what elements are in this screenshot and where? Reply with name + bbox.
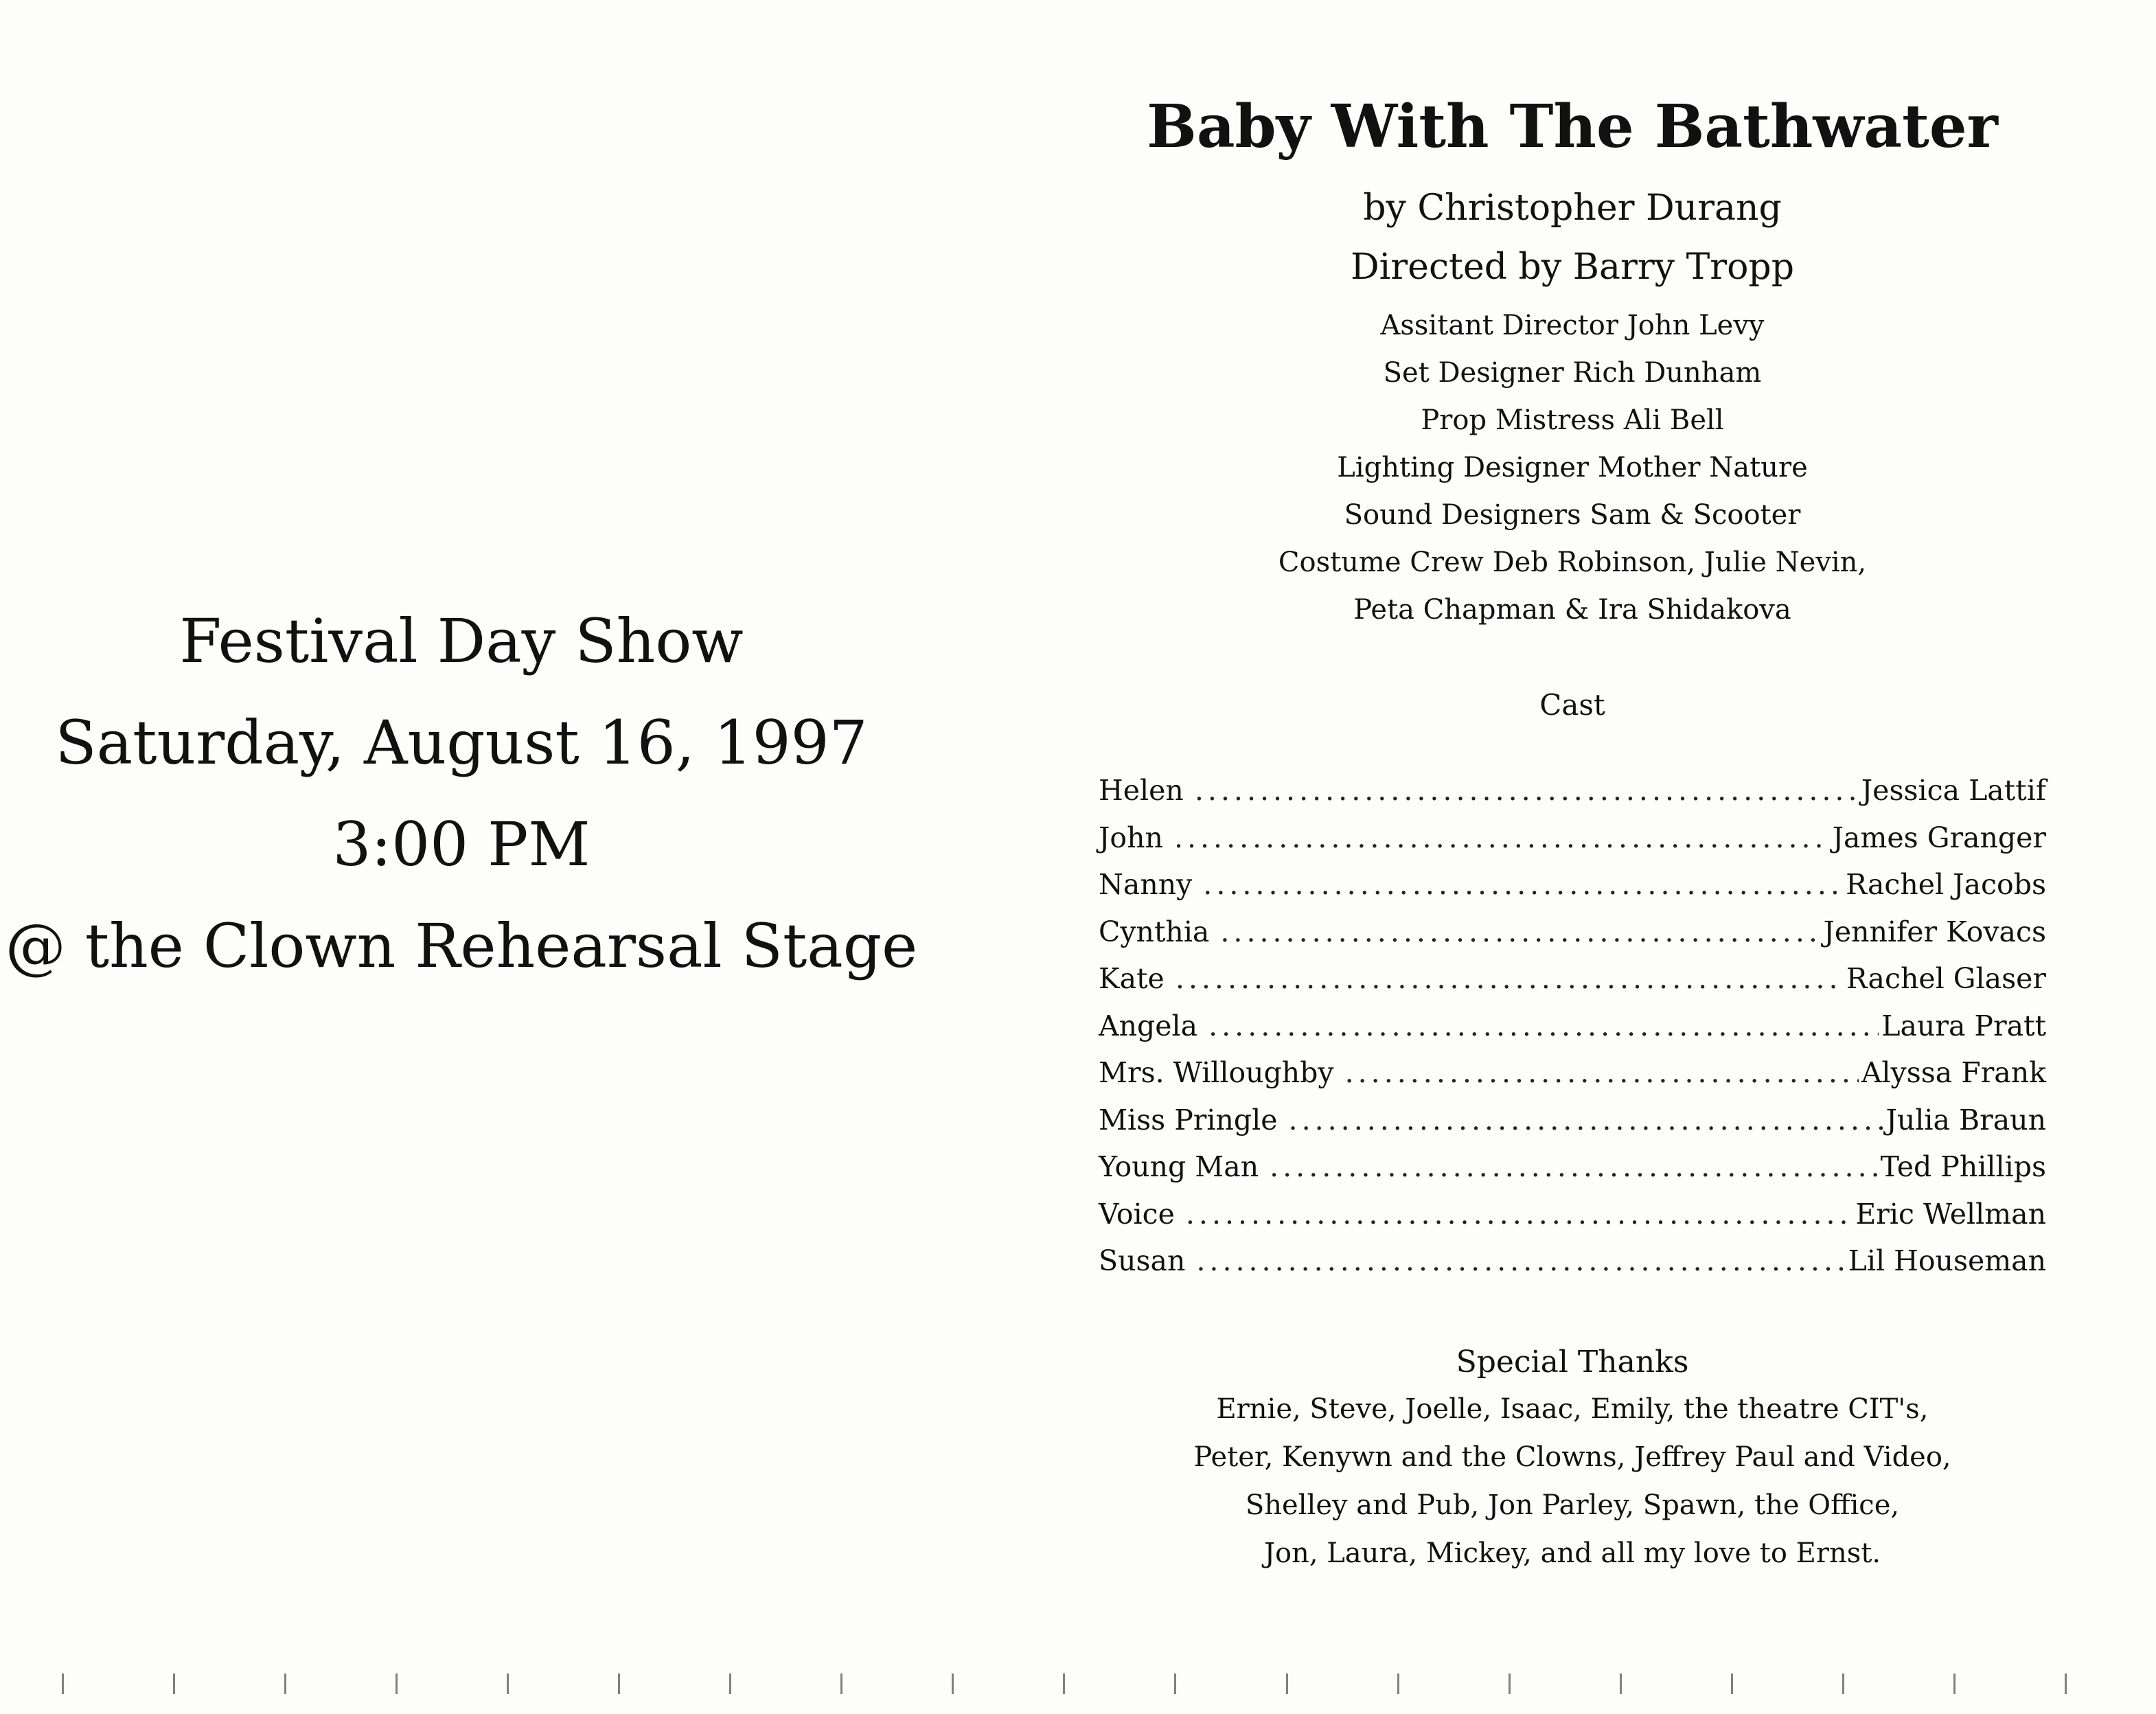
- cast-role: Kate: [1099, 962, 1165, 995]
- cast-role: Cynthia: [1099, 915, 1210, 948]
- cast-row: [1099, 1049, 2046, 1097]
- play-title: Baby With The Bathwater: [1147, 92, 1998, 161]
- perforation-mark: [1620, 1673, 1622, 1694]
- cast-row: [1099, 814, 2046, 862]
- thanks-line: Jon, Laura, Mickey, and all my love to Ernst.: [1263, 1537, 1881, 1569]
- dot-leader: [1289, 1097, 1883, 1144]
- dot-leader: [1195, 767, 1859, 814]
- perforation-mark: [952, 1673, 954, 1694]
- thanks-line: Peter, Kenywn and the Clowns, Jeffrey Paul and Video,: [1193, 1441, 1951, 1473]
- crew-line: Lighting Designer Mother Nature: [1337, 452, 1808, 483]
- cast-role: Susan: [1099, 1244, 1186, 1277]
- dot-leader: [1220, 909, 1820, 956]
- show-date: Saturday, August 16, 1997: [55, 707, 868, 778]
- cast-row: [1099, 1191, 2046, 1238]
- cast-heading: Cast: [1539, 688, 1605, 722]
- crew-line: Costume Crew Deb Robinson, Julie Nevin,: [1278, 547, 1867, 578]
- cast-row: [1099, 955, 2046, 1003]
- cast-row: [1099, 1003, 2046, 1050]
- cast-role: Miss Pringle: [1099, 1103, 1278, 1136]
- perforation-mark: [1731, 1673, 1733, 1694]
- show-name: Festival Day Show: [179, 606, 744, 676]
- cast-role: Voice: [1099, 1197, 1175, 1231]
- dot-leader: [1196, 1237, 1845, 1285]
- perforation-mark: [395, 1673, 398, 1694]
- perforation-mark: [1397, 1673, 1399, 1694]
- special-thanks-heading: Special Thanks: [1456, 1344, 1689, 1380]
- cast-actor: Rachel Jacobs: [1846, 868, 2046, 901]
- cast-actor: Rachel Glaser: [1846, 962, 2046, 995]
- perforation-mark: [1842, 1673, 1844, 1694]
- perforation-mark: [729, 1673, 731, 1694]
- cast-actor: Alyssa Frank: [1861, 1056, 2046, 1089]
- perforation-mark: [840, 1673, 842, 1694]
- perforation-mark: [1953, 1673, 1956, 1694]
- crew-line: Sound Designers Sam & Scooter: [1344, 499, 1801, 531]
- perforation-mark: [1174, 1673, 1176, 1694]
- cast-actor: Eric Wellman: [1855, 1197, 2046, 1231]
- cast-row: [1099, 1143, 2046, 1191]
- perforation-mark: [2065, 1673, 2067, 1694]
- special-thanks-list: [1099, 1385, 2046, 1577]
- dot-leader: [1203, 861, 1843, 909]
- playwright: by Christopher Durang: [1363, 187, 1782, 229]
- crew-list: [1099, 302, 2046, 634]
- crew-line: Set Designer Rich Dunham: [1383, 357, 1762, 389]
- cast-role: Angela: [1099, 1009, 1198, 1042]
- cast-list: [1099, 767, 2046, 1285]
- thanks-line: Shelley and Pub, Jon Parley, Spawn, the Office,: [1245, 1489, 1900, 1521]
- cast-role: Nanny: [1099, 868, 1193, 901]
- cast-actor: Julia Braun: [1885, 1103, 2046, 1136]
- cast-role: Young Man: [1099, 1150, 1259, 1183]
- dot-leader: [1174, 814, 1830, 862]
- program-credits: [1099, 82, 2046, 1577]
- dot-leader: [1208, 1003, 1879, 1050]
- cast-row: [1099, 1097, 2046, 1144]
- dot-leader: [1345, 1049, 1859, 1097]
- perforation-mark: [62, 1673, 64, 1694]
- crew-line: Prop Mistress Ali Bell: [1421, 404, 1724, 436]
- cast-actor: Ted Phillips: [1880, 1150, 2046, 1183]
- perforation-mark: [284, 1673, 286, 1694]
- show-venue: @ the Clown Rehearsal Stage: [5, 911, 918, 981]
- cast-role: Mrs. Willoughby: [1099, 1056, 1334, 1089]
- cast-row: [1099, 767, 2046, 814]
- cast-actor: Laura Pratt: [1881, 1009, 2046, 1042]
- cast-actor: James Granger: [1832, 821, 2046, 854]
- perforation-mark: [507, 1673, 509, 1694]
- perforation-mark: [1063, 1673, 1065, 1694]
- perforation-mark: [173, 1673, 175, 1694]
- thanks-line: Ernie, Steve, Joelle, Isaac, Emily, the theatre CIT's,: [1216, 1393, 1929, 1425]
- dot-leader: [1186, 1191, 1853, 1238]
- dot-leader: [1176, 955, 1844, 1003]
- perforation-mark: [1509, 1673, 1511, 1694]
- crew-line: Assitant Director John Levy: [1380, 310, 1765, 341]
- crew-line: Peta Chapman & Ira Shidakova: [1353, 594, 1791, 626]
- cast-actor: Lil Houseman: [1848, 1244, 2046, 1277]
- cast-role: Helen: [1099, 774, 1184, 807]
- cast-row: [1099, 1237, 2046, 1285]
- show-time: 3:00 PM: [332, 809, 590, 880]
- cast-role: John: [1099, 821, 1163, 854]
- cast-actor: Jessica Lattif: [1861, 774, 2046, 807]
- perforation-edge: [62, 1670, 2067, 1698]
- cast-actor: Jennifer Kovacs: [1823, 915, 2046, 948]
- perforation-mark: [1286, 1673, 1288, 1694]
- cast-row: [1099, 861, 2046, 909]
- director: Directed by Barry Tropp: [1350, 247, 1794, 288]
- event-info: [0, 591, 923, 997]
- perforation-mark: [618, 1673, 620, 1694]
- cast-row: [1099, 909, 2046, 956]
- dot-leader: [1270, 1143, 1877, 1191]
